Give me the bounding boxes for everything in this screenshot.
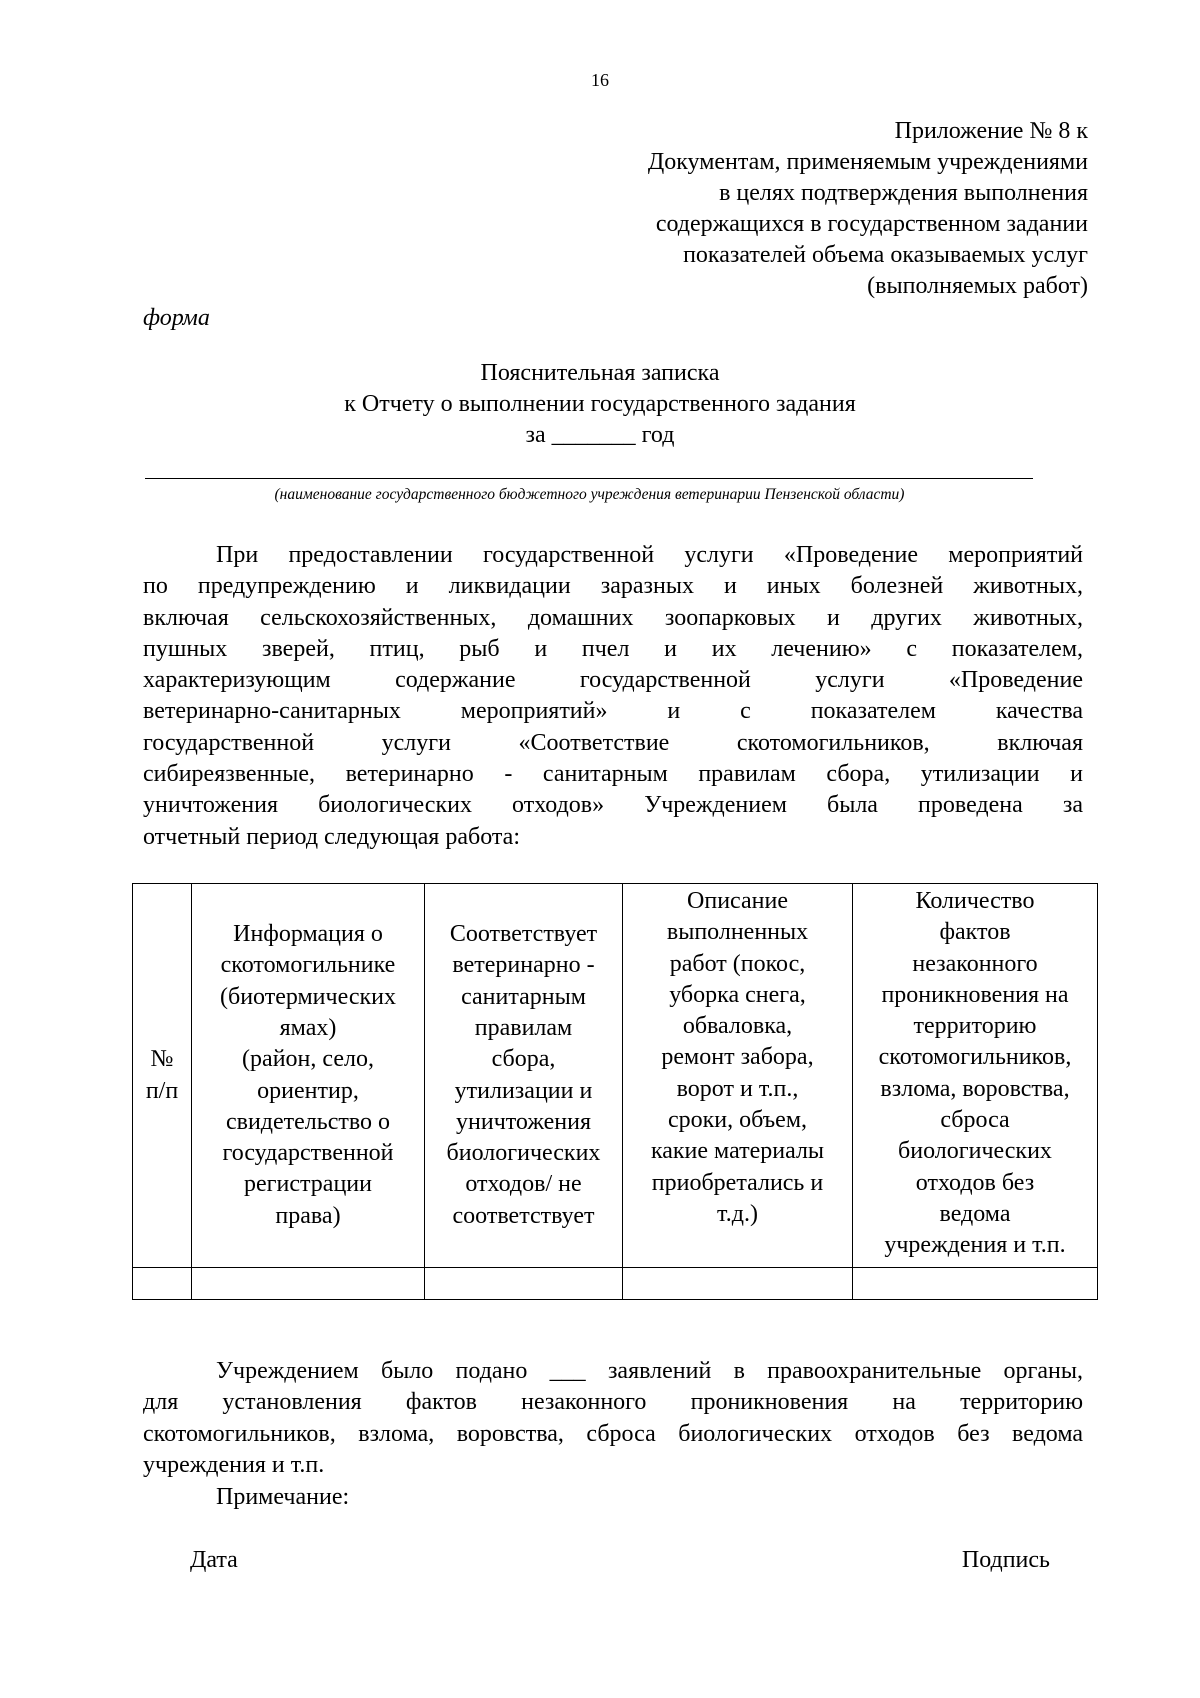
paragraph-line: отчетный период следующая работа: <box>143 823 520 850</box>
institution-name-caption: (наименование государственного бюджетного учреждения ветеринарии Пензенской области) <box>274 486 905 503</box>
form-label: форма <box>143 305 210 331</box>
paragraph-line: характеризующим содержание государственной услуги «Проведение <box>143 667 1083 694</box>
works-table <box>132 883 1098 1300</box>
paragraph-line: пушных зверей, птиц, рыб и пчел и их лечению» с показателем, <box>143 635 1083 662</box>
paragraph-line: уничтожения биологических отходов» Учреждением была проведена за <box>143 792 1083 819</box>
column-header-work-description: Описание выполненных работ (покос, уборка снега, обваловка, ремонт забора, ворот и т.п., сроки, объем, какие материалы приобретались и т.д.) <box>623 884 853 1268</box>
title-year-line: за _______ год <box>525 422 675 448</box>
paragraph-line: сибиреязвенные, ветеринарно - санитарным правилам сбора, утилизации и <box>143 761 1083 788</box>
table-header-row <box>133 884 1098 1268</box>
table-cell <box>133 1268 192 1300</box>
paragraph-line: При предоставлении государственной услуги «Проведение мероприятий <box>216 542 1083 568</box>
appendix-line: показателей объема оказываемых услуг <box>683 242 1088 268</box>
document-title <box>0 358 1200 451</box>
paragraph-line: Учреждением было подано ___ заявлений в правоохранительные органы, <box>216 1358 1083 1384</box>
paragraph-line: для установления фактов незаконного проникновения на территорию <box>143 1389 1083 1416</box>
appendix-line: Приложение № 8 к <box>894 118 1088 144</box>
paragraph-line: учреждения и т.п. <box>143 1451 325 1478</box>
paragraph-line: государственной услуги «Соответствие скотомогильников, включая <box>143 729 1083 756</box>
statements-paragraph <box>143 1356 1083 1481</box>
table-cell <box>623 1268 853 1300</box>
note-label: Примечание: <box>216 1484 350 1510</box>
table-cell <box>425 1268 623 1300</box>
appendix-line: содержащихся в государственном задании <box>655 211 1088 237</box>
intro-paragraph <box>143 540 1083 853</box>
table-cell <box>192 1268 425 1300</box>
institution-name-line <box>145 478 1033 479</box>
column-header-violations-count: Количество фактов незаконного проникновения на территорию скотомогильников, взлома, воровства, сброса биологических отходов без ведома учреждения и т.п. <box>853 884 1098 1268</box>
title-line: Пояснительная записка <box>480 360 720 386</box>
appendix-line: Документам, применяемым учреждениями <box>647 149 1088 175</box>
column-header-site-info: Информация о скотомогильнике (биотермических ямах) (район, село, ориентир, свидетельство о государственной регистрации права) <box>192 884 425 1268</box>
column-header-number: № п/п <box>133 884 192 1268</box>
appendix-line: (выполняемых работ) <box>867 273 1088 299</box>
table-cell <box>853 1268 1098 1300</box>
paragraph-line: скотомогильников, взлома, воровства, сброса биологических отходов без ведома <box>143 1420 1083 1447</box>
paragraph-line: по предупреждению и ликвидации заразных и иных болезней животных, <box>143 573 1083 600</box>
paragraph-line: включая сельскохозяйственных, домашних зоопарковых и других животных, <box>143 604 1083 631</box>
date-label: Дата <box>190 1547 238 1573</box>
appendix-header <box>648 116 1088 302</box>
signature-label: Подпись <box>961 1547 1050 1573</box>
page-number: 16 <box>591 70 609 90</box>
appendix-line: в целях подтверждения выполнения <box>719 180 1088 206</box>
column-header-compliance: Соответствует ветеринарно - санитарным правилам сбора, утилизации и уничтожения биологических отходов/ не соответствует <box>425 884 623 1268</box>
title-line: к Отчету о выполнении государственного задания <box>344 391 856 417</box>
table-row <box>133 1268 1098 1300</box>
paragraph-line: ветеринарно-санитарных мероприятий» и с показателем качества <box>143 698 1083 725</box>
